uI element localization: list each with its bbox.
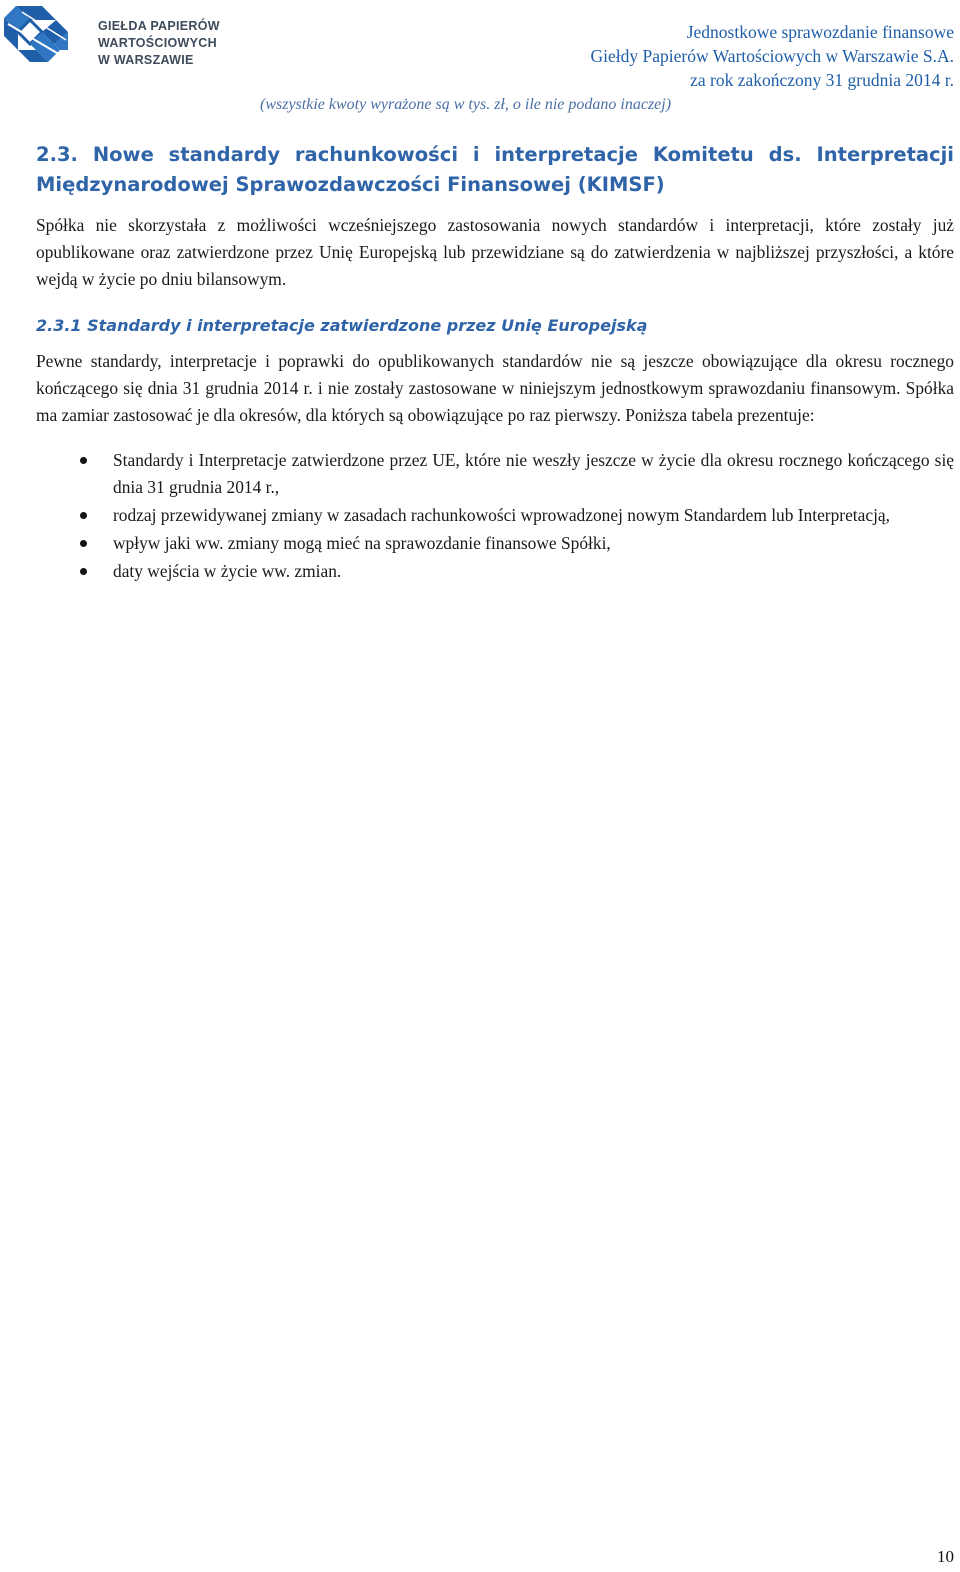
list-item-text: daty wejścia w życie ww. zmian. <box>113 561 342 581</box>
bullet-list <box>36 447 954 585</box>
section-paragraph-1: Spółka nie skorzystała z możliwości wcześniejszego zastosowania nowych standardów i interpretacji, które zostały już opublikowane oraz zatwierdzone przez Unię Europejską lub przewidziane są do zatwierdzenia w najbliższej przyszłości, a które wejdą w życie po dniu bilansowym. <box>36 215 954 289</box>
list-item <box>36 502 954 529</box>
report-title-line-1: Jednostkowe sprawozdanie finansowe <box>686 22 954 42</box>
list-item <box>36 558 954 585</box>
report-title-line-2: Giełdy Papierów Wartościowych w Warszawie S.A. <box>590 46 954 66</box>
section-heading: 2.3. Nowe standardy rachunkowości i interpretacje Komitetu ds. Interpretacji Międzynarodowej Sprawozdawczości Finansowej (KIMSF) <box>36 143 954 196</box>
subsection-heading: 2.3.1 Standardy i interpretacje zatwierdzone przez Unię Europejską <box>36 316 648 335</box>
logo-line-1: GIEŁDA PAPIERÓW <box>98 19 220 33</box>
bullet-icon <box>80 568 87 575</box>
page-header <box>0 0 960 120</box>
list-item-text: rodzaj przewidywanej zmiany w zasadach rachunkowości wprowadzonej nowym Standardem lub Interpretacją, <box>113 505 890 525</box>
logo-wordmark <box>98 18 220 69</box>
list-item <box>36 530 954 557</box>
gpw-logo-icon <box>2 4 70 66</box>
section-paragraph-2: Pewne standardy, interpretacje i poprawki do opublikowanych standardów nie są jeszcze obowiązujące dla okresu rocznego kończącego się dnia 31 grudnia 2014 r. i nie zostały zastosowane w niniejszym jednostkowym sprawozdaniu finansowym. Spółka ma zamiar zastosować je dla okresów, dla których są obowiązujące po raz pierwszy. Poniższa tabela prezentuje: <box>36 351 954 425</box>
amounts-note: (wszystkie kwoty wyrażone są w tys. zł, o ile nie podano inaczej) <box>260 96 672 113</box>
report-title <box>591 20 954 92</box>
bullet-icon <box>80 512 87 519</box>
bullet-icon <box>80 457 87 464</box>
report-title-line-3: za rok zakończony 31 grudnia 2014 r. <box>690 70 954 90</box>
page-number: 10 <box>937 1547 954 1566</box>
list-item-text: wpływ jaki ww. zmiany mogą mieć na sprawozdanie finansowe Spółki, <box>113 533 611 553</box>
document-body <box>36 140 954 586</box>
logo-line-3: W WARSZAWIE <box>98 53 194 67</box>
list-item-text: Standardy i Interpretacje zatwierdzone przez UE, które nie weszły jeszcze w życie dla okresu rocznego kończącego się dnia 31 grudnia 2014 r., <box>113 450 954 497</box>
logo-line-2: WARTOŚCIOWYCH <box>98 36 217 50</box>
list-item <box>36 447 954 501</box>
bullet-icon <box>80 540 87 547</box>
gpw-logo <box>2 4 234 68</box>
